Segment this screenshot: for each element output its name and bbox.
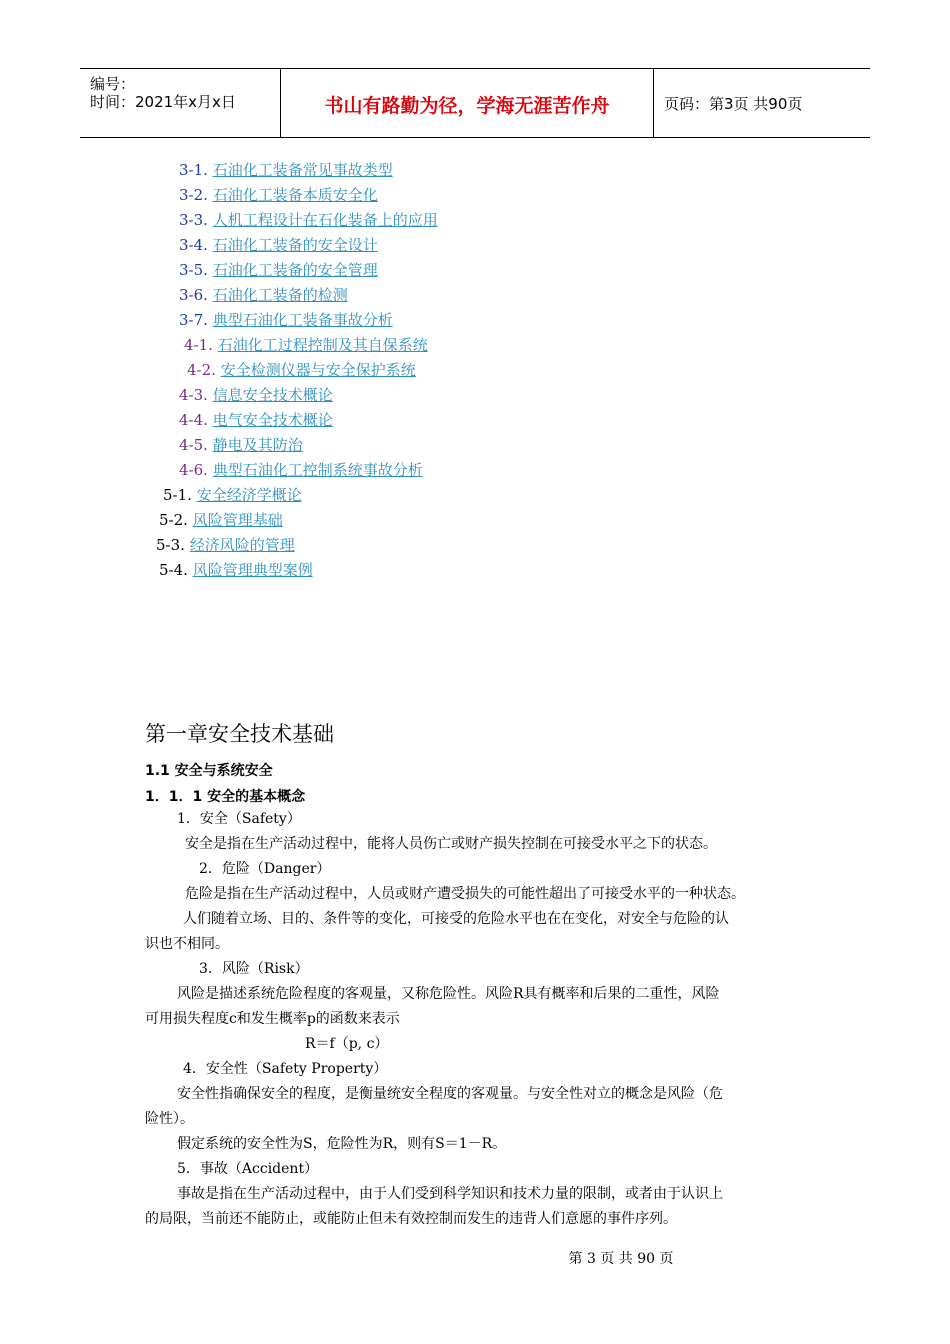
toc-item[interactable] [179,460,423,480]
toc-link[interactable]: 石油化工装备的安全设计 [212,236,378,254]
paragraph: 可用损失程度c和发生概率p的函数来表示 [145,1011,400,1027]
header-info-cell [80,69,281,137]
term-heading: 3．风险（Risk） [199,961,309,977]
toc-number: 4-4. [179,411,208,429]
toc-number: 3-1. [179,161,208,179]
code-label: 编号： [90,75,136,93]
toc-item[interactable] [187,360,416,380]
subsection-heading: 1．1．1 安全的基本概念 [145,789,306,805]
toc-link[interactable]: 石油化工装备常见事故类型 [212,161,393,179]
toc-item[interactable] [163,485,302,505]
toc-link[interactable]: 风险管理典型案例 [192,561,313,579]
toc-link[interactable]: 人机工程设计在石化装备上的应用 [212,211,438,229]
toc-number: 3-6. [179,286,208,304]
toc-link[interactable]: 经济风险的管理 [189,536,295,554]
toc-number: 3-7. [179,311,208,329]
term-heading: 2．危险（Danger） [199,861,331,877]
toc-link[interactable]: 石油化工装备的检测 [212,286,348,304]
toc-number: 5-4. [159,561,188,579]
formula: R＝f（p, c） [305,1036,389,1052]
paragraph: 安全性指确保安全的程度，是衡量统安全程度的客观量。与安全性对立的概念是风险（危 [177,1086,723,1102]
paragraph: 危险是指在生产活动过程中，人员或财产遭受损失的可能性超出了可接受水平的一种状态。 [185,886,745,902]
paragraph: 识也不相同。 [145,936,229,952]
footer-page-number: 第 3 页 共 90 页 [568,1251,674,1267]
toc-number: 3-2. [179,186,208,204]
toc-link[interactable]: 安全经济学概论 [196,486,302,504]
toc-link[interactable]: 石油化工装备本质安全化 [212,186,378,204]
toc-item[interactable] [179,285,348,305]
toc-number: 3-3. [179,211,208,229]
term-heading: 1．安全（Safety） [177,811,301,827]
toc-item[interactable] [159,510,283,530]
toc-item[interactable] [179,435,303,455]
toc-item[interactable] [179,160,393,180]
page-footer [0,1248,950,1268]
toc-item[interactable] [179,185,378,205]
paragraph: 安全是指在生产活动过程中，能将人员伤亡或财产损失控制在可接受水平之下的状态。 [185,836,717,852]
toc-number: 5-2. [159,511,188,529]
paragraph: 人们随着立场、目的、条件等的变化，可接受的危险水平也在在变化，对安全与危险的认 [183,911,729,927]
toc-link[interactable]: 典型石油化工装备事故分析 [212,311,393,329]
toc-item[interactable] [156,535,295,555]
toc-item[interactable] [184,335,428,355]
toc-link[interactable]: 风险管理基础 [192,511,283,529]
toc-number: 4-2. [187,361,216,379]
motto: 书山有路勤为径，学海无涯苦作舟 [324,95,610,117]
toc-item[interactable] [159,560,313,580]
paragraph: 的局限，当前还不能防止，或能防止但未有效控制而发生的违背人们意愿的事件序列。 [145,1211,677,1227]
toc-link[interactable]: 安全检测仪器与安全保护系统 [220,361,416,379]
toc-item[interactable] [179,410,333,430]
toc-number: 3-5. [179,261,208,279]
term-heading: 5．事故（Accident） [177,1161,319,1177]
toc-link[interactable]: 石油化工装备的安全管理 [212,261,378,279]
header-page-info: 页码：第3页 共90页 [664,95,803,113]
paragraph: 假定系统的安全性为S，危险性为R，则有S＝1－R。 [177,1136,507,1152]
toc-number: 4-1. [184,336,213,354]
header-page-cell [654,69,870,137]
paragraph: 事故是指在生产活动过程中，由于人们受到科学知识和技术力量的限制，或者由于认识上 [177,1186,723,1202]
toc-link[interactable]: 电气安全技术概论 [212,411,333,429]
toc-item[interactable] [179,235,378,255]
toc-number: 4-3. [179,386,208,404]
paragraph: 险性）。 [145,1111,194,1127]
toc-item[interactable] [179,310,393,330]
paragraph: 风险是描述系统危险程度的客观量，又称危险性。风险R具有概率和后果的二重性，风险 [177,986,720,1002]
toc-number: 3-4. [179,236,208,254]
toc-number: 5-3. [156,536,185,554]
toc-number: 5-1. [163,486,192,504]
toc-link[interactable]: 信息安全技术概论 [212,386,333,404]
toc-link[interactable]: 典型石油化工控制系统事故分析 [212,461,423,479]
section-heading: 1.1 安全与系统安全 [145,763,273,779]
toc-link[interactable]: 静电及其防治 [212,436,303,454]
toc-item[interactable] [179,385,333,405]
toc-number: 4-6. [179,461,208,479]
header-motto-cell [281,69,654,137]
toc-item[interactable] [179,210,438,230]
page-header [80,68,870,138]
toc-number: 4-5. [179,436,208,454]
date-label: 时间：2021年x月x日 [90,93,236,111]
chapter-title: 第一章安全技术基础 [145,722,334,746]
toc-item[interactable] [179,260,378,280]
toc-link[interactable]: 石油化工过程控制及其自保系统 [217,336,428,354]
term-heading: 4．安全性（Safety Property） [183,1061,388,1077]
